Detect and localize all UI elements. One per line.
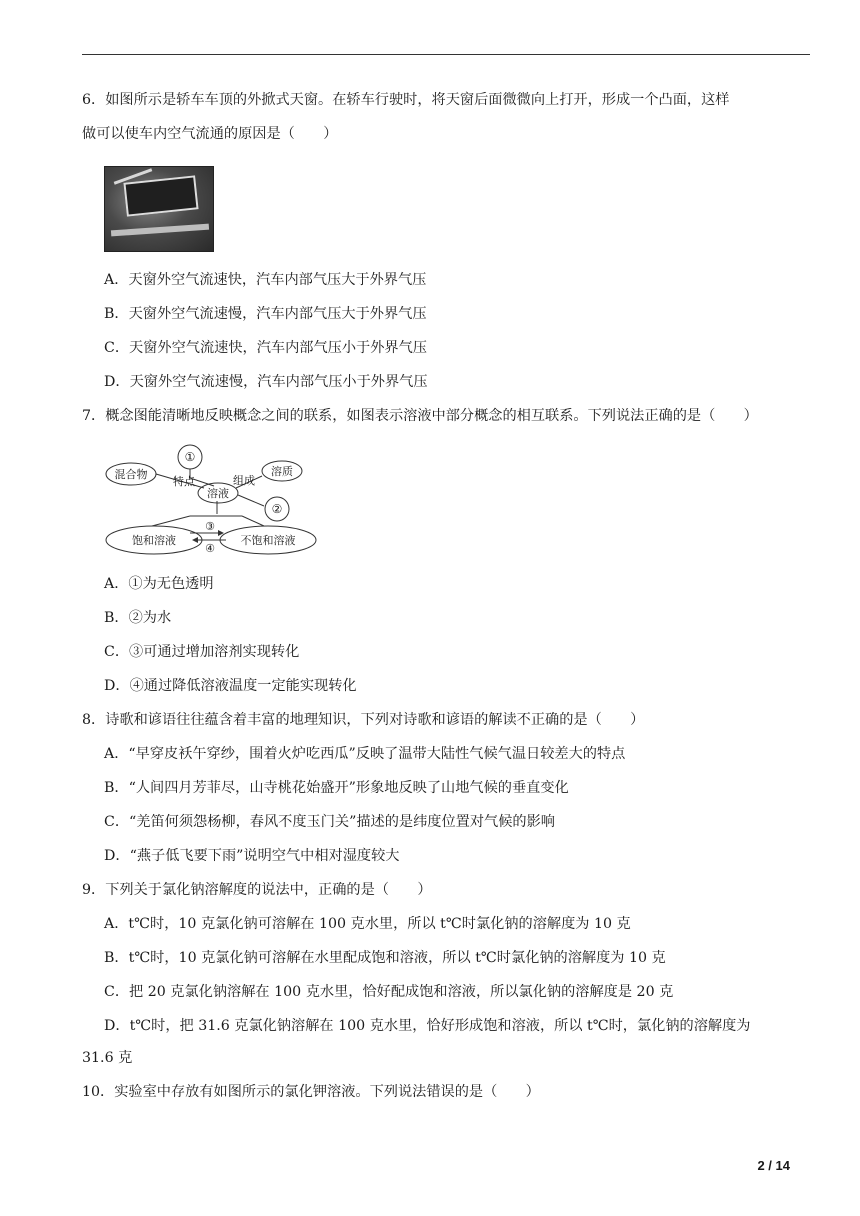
q8-option-d[interactable]: D．“燕子低飞要下雨”说明空气中相对湿度较大	[104, 848, 400, 864]
q6-option-b[interactable]: B．天窗外空气流速慢，汽车内部气压大于外界气压	[104, 306, 427, 322]
question-9-text: 9．下列关于氯化钠溶解度的说法中，正确的是（ ）	[82, 882, 432, 898]
q7-option-d[interactable]: D．④通过降低溶液温度一定能实现转化	[104, 678, 357, 694]
node-unsaturated-label: 不饱和溶液	[240, 534, 296, 547]
link-line	[152, 516, 190, 526]
question-6-text-cont: 做可以使车内空气流通的原因是（ ）	[82, 126, 338, 142]
node-solute-label: 溶质	[271, 465, 293, 478]
concept-map-diagram	[104, 440, 324, 556]
q8-option-b[interactable]: B．“人间四月芳菲尽，山寺桃花始盛开”形象地反映了山地气候的垂直变化	[104, 780, 569, 796]
q7-option-a[interactable]: A．①为无色透明	[104, 576, 214, 592]
question-10-text: 10．实验室中存放有如图所示的氯化钾溶液。下列说法错误的是（ ）	[82, 1084, 540, 1100]
sunroof-photo	[104, 166, 214, 252]
question-6-text: 6．如图所示是轿车车顶的外掀式天窗。在轿车行驶时，将天窗后面微微向上打开，形成一个凸面，这样	[82, 92, 730, 108]
node-solution-label: 溶液	[207, 487, 229, 500]
q6-option-a[interactable]: A．天窗外空气流速快，汽车内部气压大于外界气压	[104, 272, 427, 288]
link-line	[238, 495, 264, 506]
node-1-label: ①	[184, 450, 196, 464]
arrow-3-label: ③	[205, 520, 215, 533]
q8-option-a[interactable]: A．“早穿皮袄午穿纱，围着火炉吃西瓜”反映了温带大陆性气候气温日较差大的特点	[104, 746, 626, 762]
node-2-label: ②	[271, 502, 283, 516]
page-number: 2 / 14	[757, 1158, 790, 1173]
link-feature-label: 特点	[173, 475, 195, 488]
q9-option-b[interactable]: B．t℃时，10 克氯化钠可溶解在水里配成饱和溶液，所以 t℃时氯化钠的溶解度为 10 克	[104, 950, 666, 966]
q7-option-c[interactable]: C．③可通过增加溶剂实现转化	[104, 644, 300, 660]
q6-option-d[interactable]: D．天窗外空气流速慢，汽车内部气压小于外界气压	[104, 374, 428, 390]
q7-option-b[interactable]: B．②为水	[104, 610, 172, 626]
q9-option-d[interactable]: D．t℃时，把 31.6 克氯化钠溶解在 100 克水里，恰好形成饱和溶液，所以 t℃时，氯化钠的溶解度为	[104, 1018, 751, 1034]
q6-option-c[interactable]: C．天窗外空气流速快，汽车内部气压小于外界气压	[104, 340, 427, 356]
q8-option-c[interactable]: C．“羌笛何须怨杨柳，春风不度玉门关”描述的是纬度位置对气候的影响	[104, 814, 555, 830]
link-line	[242, 516, 264, 526]
arrow-4-label: ④	[205, 542, 215, 555]
question-8-text: 8．诗歌和谚语往往蕴含着丰富的地理知识，下列对诗歌和谚语的解读不正确的是（ ）	[82, 712, 645, 728]
header-rule	[82, 54, 810, 55]
node-mixture-label: 混合物	[114, 468, 148, 481]
arrow-head	[192, 537, 198, 543]
question-7-text: 7．概念图能清晰地反映概念之间的联系，如图表示溶液中部分概念的相互联系。下列说法正确的是（ ）	[82, 408, 758, 424]
q9-option-d-cont: 31.6 克	[82, 1050, 133, 1066]
link-compose-label: 组成	[233, 474, 255, 487]
node-saturated-label: 饱和溶液	[132, 534, 176, 547]
q9-option-c[interactable]: C．把 20 克氯化钠溶解在 100 克水里，恰好配成饱和溶液，所以氯化钠的溶解度是 20 克	[104, 984, 674, 1000]
q9-option-a[interactable]: A．t℃时，10 克氯化钠可溶解在 100 克水里，所以 t℃时氯化钠的溶解度为 10 克	[104, 916, 631, 932]
